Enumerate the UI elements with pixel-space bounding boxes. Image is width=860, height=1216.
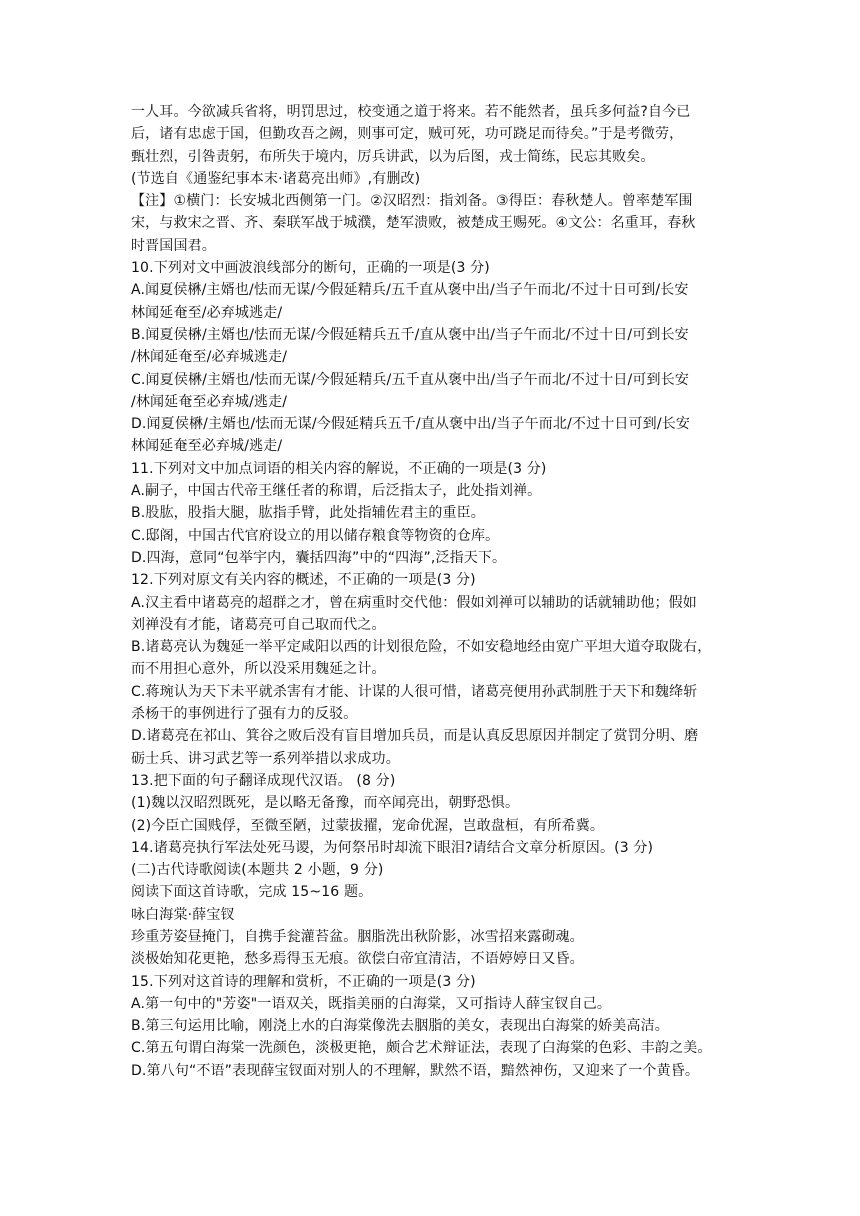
text-line: 13.把下面的句子翻译成现代汉语。 (8 分) bbox=[131, 772, 396, 789]
text-line: (1)魏以汉昭烈既死，是以略无备豫，而卒闻亮出，朝野恐惧。 bbox=[131, 795, 520, 812]
text-line: 时晋国国君。 bbox=[131, 237, 216, 254]
text-line: A.嗣子，中国古代帝王继任者的称谓，后泛指太子，此处指刘禅。 bbox=[131, 483, 542, 500]
text-line: D.闻夏侯楙/主婿也/怯而无谋/今假延精兵五千/直从褒中出/当子午而北/不过十日可到/长安 bbox=[131, 416, 690, 433]
text-line: 林闻延奄至/必弃城逃走/ bbox=[131, 304, 283, 321]
text-line: 11.下列对文中加点词语的相关内容的解说，不正确的一项是(3 分) bbox=[131, 460, 547, 477]
text-line: 林闻延奄至必弃城/逃走/ bbox=[131, 438, 283, 455]
text-line: 宋，与救宋之晋、齐、秦联军战于城濮，楚军溃败，被楚成王赐死。④文公：名重耳，春秋 bbox=[131, 215, 696, 232]
text-line: D.四海，意同“包举宇内，囊括四海”中的“四海”,泛指天下。 bbox=[131, 549, 507, 566]
text-line: 12.下列对原文有关内容的概述，不正确的一项是(3 分) bbox=[131, 572, 476, 589]
text-line: 15.下列对这首诗的理解和赏析，不正确的一项是(3 分) bbox=[131, 973, 476, 990]
text-line: B.股肱，股指大腿，肱指手臂，此处指辅佐君主的重臣。 bbox=[131, 505, 485, 522]
text-line: D.诸葛亮在祁山、箕谷之败后没有盲目增加兵员，而是认真反思原因并制定了赏罚分明、磨 bbox=[131, 728, 699, 745]
text-line: A.闻夏侯楙/主婿也/怯而无谋/今假延精兵/五千直从褒中出/当子午而北/不过十日可到/长安 bbox=[131, 282, 689, 299]
text-line: B.诸葛亮认为魏延一举平定咸阳以西的计划很危险，不如安稳地经由宽广平坦大道夺取陇右， bbox=[131, 639, 712, 656]
text-line: C.第五句谓白海棠一洗颜色，淡极更艳，颇合艺术辩证法，表现了白海棠的色彩、丰韵之美。 bbox=[131, 1040, 712, 1057]
text-line: C.邸阁，中国古代官府设立的用以储存粮食等物资的仓库。 bbox=[131, 527, 500, 544]
text-line: /林闻延奄至/必弃城逃走/ bbox=[131, 349, 288, 366]
text-line: 淡极始知花更艳，愁多焉得玉无痕。欲偿白帝宜清洁，不语婷婷日又昏。 bbox=[131, 951, 584, 968]
text-line: 10.下列对文中画波浪线部分的断句，正确的一项是(3 分) bbox=[131, 260, 490, 277]
text-line: (二)古代诗歌阅读(本题共 2 小题，9 分) bbox=[131, 862, 384, 879]
text-line: 而不用担心意外，所以没采用魏延之计。 bbox=[131, 661, 386, 678]
text-line: /林闻延奄至必弃城/逃走/ bbox=[131, 393, 288, 410]
text-line: D.第八句“不语”表现薛宝钗面对别人的不理解，默然不语，黯然神伤，又迎来了一个黄昏。 bbox=[131, 1062, 700, 1079]
text-line: 刘禅没有才能，诸葛亮可自己取而代之。 bbox=[131, 616, 386, 633]
text-line: B.闻夏侯楙/主婿也/怯而无谋/今假延精兵五千/直从褒中出/当子午而北/不过十日/可到长安 bbox=[131, 326, 689, 343]
text-line: 【注】①横门：长安城北西侧第一门。②汉昭烈：指刘备。③得臣：春秋楚人。曾率楚军围 bbox=[131, 193, 693, 210]
text-line: (2)今臣亡国贱俘，至微至陋，过蒙拔擢，宠命优渥，岂敢盘桓，有所希冀。 bbox=[131, 817, 605, 834]
text-line: 后，诸有忠虑于国，但勤攻吾之阙，则事可定，贼可死，功可跷足而待矣。”于是考微劳， bbox=[131, 126, 684, 143]
text-line: 一人耳。今欲减兵省将，明罚思过，校变通之道于将来。若不能然者，虽兵多何益?自今已 bbox=[131, 104, 691, 120]
text-line: 甄壮烈，引咎责躬，布所失于境内，厉兵讲武，以为后图，戎士简练，民忘其败矣。 bbox=[131, 148, 655, 165]
text-line: C.蒋琬认为天下未平就杀害有才能、计谋的人很可惜，诸葛亮便用孙武制胜于天下和魏绛斩 bbox=[131, 683, 698, 700]
text-line: 珍重芳姿昼掩门，自携手瓮灌苔盆。胭脂洗出秋阶影，冰雪招来露砌魂。 bbox=[131, 928, 584, 945]
text-line: (节选自《通鉴纪事本末·诸葛亮出师》,有删改) bbox=[131, 170, 421, 187]
document-body bbox=[131, 101, 731, 1082]
text-line: 14.诸葛亮执行军法处死马谡，为何祭吊时却流下眼泪?请结合文章分析原因。(3 分) bbox=[131, 839, 654, 856]
text-line: C.闻夏侯楙/主婿也/怯而无谋/今假延精兵/五千直从褒中出/当子午而北/不过十日/可到长安 bbox=[131, 371, 689, 388]
text-line: B.第三句运用比喻，刚浇上水的白海棠像洗去胭脂的美女，表现出白海棠的娇美高洁。 bbox=[131, 1018, 669, 1035]
text-line: A.汉主看中诸葛亮的超群之才，曾在病重时交代他：假如刘禅可以辅助的话就辅助他；假如 bbox=[131, 594, 697, 611]
text-line: 杀杨干的事例进行了强有力的反驳。 bbox=[131, 706, 358, 723]
text-line: A.第一句中的"芳姿"一语双关，既指美丽的白海棠，又可指诗人薛宝钗自己。 bbox=[131, 995, 612, 1012]
text-line: 咏白海棠·薛宝钗 bbox=[131, 906, 235, 923]
text-line: 阅读下面这首诗歌，完成 15~16 题。 bbox=[131, 884, 373, 901]
text-line: 砺士兵、讲习武艺等一系列举措以求成功。 bbox=[131, 750, 400, 767]
